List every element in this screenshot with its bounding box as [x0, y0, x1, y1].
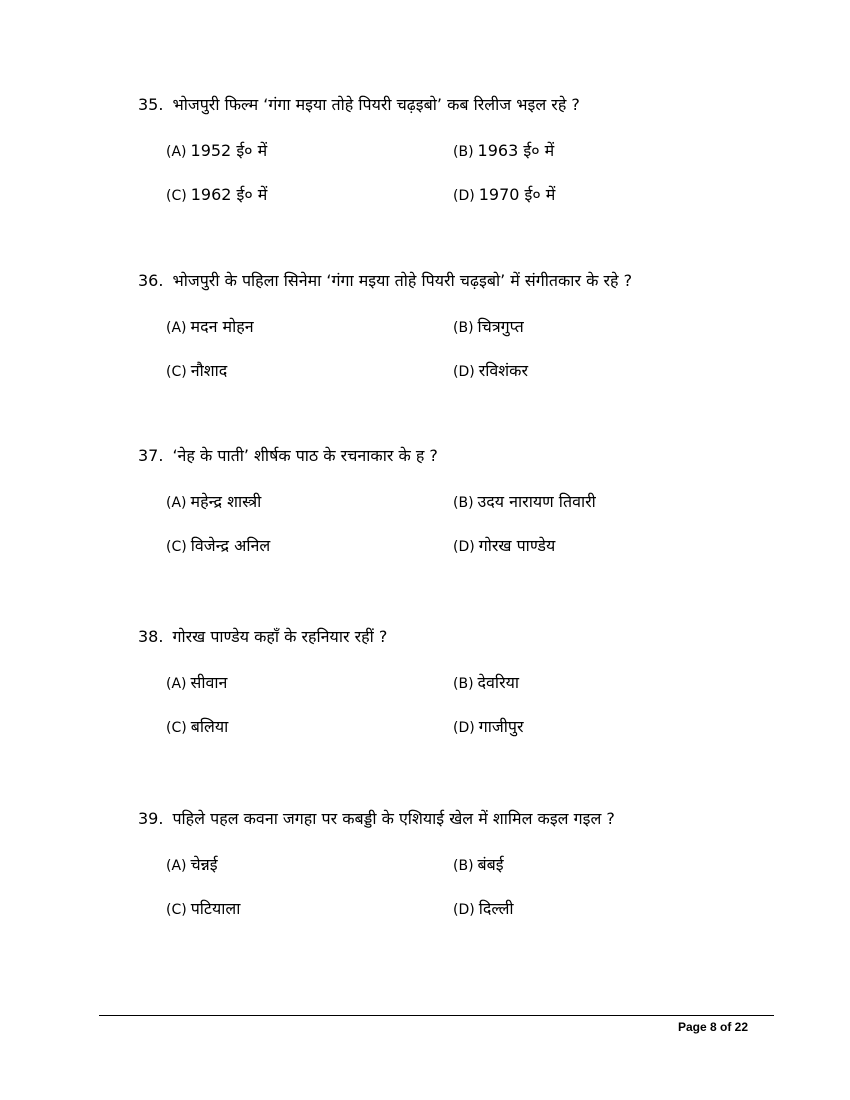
- option-text: 1970 ई० में: [478, 185, 556, 204]
- option-text: रविशंकर: [478, 361, 529, 380]
- option-text: सीवान: [190, 673, 228, 692]
- option-letter: (C): [166, 539, 187, 555]
- option-d: [453, 717, 524, 738]
- option-b: [453, 141, 554, 162]
- option-c: [166, 899, 240, 920]
- option-letter: (A): [166, 858, 187, 874]
- option-c: [166, 536, 270, 557]
- option-letter: (A): [166, 144, 187, 160]
- question-text: भोजपुरी फिल्म ‘गंगा मइया तोहे पियरी चढ़इबो’ कब रिलीज भइल रहे ?: [172, 95, 580, 114]
- option-letter: (D): [453, 720, 475, 736]
- option-letter: (C): [166, 720, 187, 736]
- option-text: पटियाला: [190, 899, 241, 918]
- option-letter: (D): [453, 188, 475, 204]
- option-d: [453, 185, 555, 206]
- option-a: [166, 317, 254, 338]
- option-text: चेन्नई: [190, 855, 218, 874]
- question-number: 38.: [138, 627, 164, 646]
- option-text: गाजीपुर: [478, 717, 524, 736]
- question-text-line: [138, 95, 580, 115]
- option-text: बलिया: [190, 717, 229, 736]
- question-number: 35.: [138, 95, 164, 114]
- option-letter: (C): [166, 902, 187, 918]
- option-d: [453, 536, 555, 557]
- option-text: चित्रगुप्त: [477, 317, 524, 336]
- question-text: पहिले पहल कवना जगहा पर कबड्डी के एशियाई खेल में शामिल कइल गइल ?: [172, 809, 615, 828]
- question-text: गोरख पाण्डेय कहाँ के रहनियार रहीं ?: [172, 627, 388, 646]
- question-text: भोजपुरी के पहिला सिनेमा ‘गंगा मइया तोहे पियरी चढ़इबो’ में संगीतकार के रहे ?: [172, 271, 633, 290]
- footer-divider: [99, 1015, 774, 1016]
- question-text-line: [138, 271, 632, 291]
- option-letter: (B): [453, 495, 474, 511]
- option-d: [453, 361, 528, 382]
- option-b: [453, 855, 504, 876]
- option-text: उदय नारायण तिवारी: [477, 492, 596, 511]
- option-letter: (B): [453, 320, 474, 336]
- option-c: [166, 185, 267, 206]
- page-number: Page 8 of 22: [677, 1020, 748, 1034]
- option-c: [166, 717, 228, 738]
- option-letter: (B): [453, 858, 474, 874]
- option-b: [453, 492, 596, 513]
- option-text: नौशाद: [190, 361, 228, 380]
- option-text: दिल्ली: [478, 899, 514, 918]
- option-text: विजेन्द्र अनिल: [190, 536, 271, 555]
- question-text-line: [138, 809, 615, 829]
- option-a: [166, 141, 267, 162]
- option-b: [453, 673, 519, 694]
- option-letter: (D): [453, 364, 475, 380]
- option-text: 1952 ई० में: [190, 141, 268, 160]
- option-a: [166, 673, 227, 694]
- option-text: गोरख पाण्डेय: [478, 536, 556, 555]
- option-letter: (B): [453, 676, 474, 692]
- option-letter: (C): [166, 188, 187, 204]
- option-letter: (A): [166, 495, 187, 511]
- option-b: [453, 317, 524, 338]
- option-d: [453, 899, 514, 920]
- option-letter: (D): [453, 539, 475, 555]
- option-a: [166, 492, 261, 513]
- option-letter: (C): [166, 364, 187, 380]
- question-text-line: [138, 627, 387, 647]
- option-letter: (D): [453, 902, 475, 918]
- option-letter: (A): [166, 676, 187, 692]
- option-text: 1963 ई० में: [477, 141, 555, 160]
- question-text-line: [138, 446, 438, 466]
- option-a: [166, 855, 218, 876]
- option-letter: (A): [166, 320, 187, 336]
- option-text: बंबई: [477, 855, 504, 874]
- option-text: 1962 ई० में: [190, 185, 268, 204]
- option-letter: (B): [453, 144, 474, 160]
- question-number: 39.: [138, 809, 164, 828]
- option-c: [166, 361, 227, 382]
- option-text: देवरिया: [477, 673, 520, 692]
- question-text: ‘नेह के पाती’ शीर्षक पाठ के रचनाकार के ह ?: [172, 446, 438, 465]
- question-number: 36.: [138, 271, 164, 290]
- option-text: मदन मोहन: [190, 317, 254, 336]
- question-number: 37.: [138, 446, 164, 465]
- option-text: महेन्द्र शास्त्री: [190, 492, 262, 511]
